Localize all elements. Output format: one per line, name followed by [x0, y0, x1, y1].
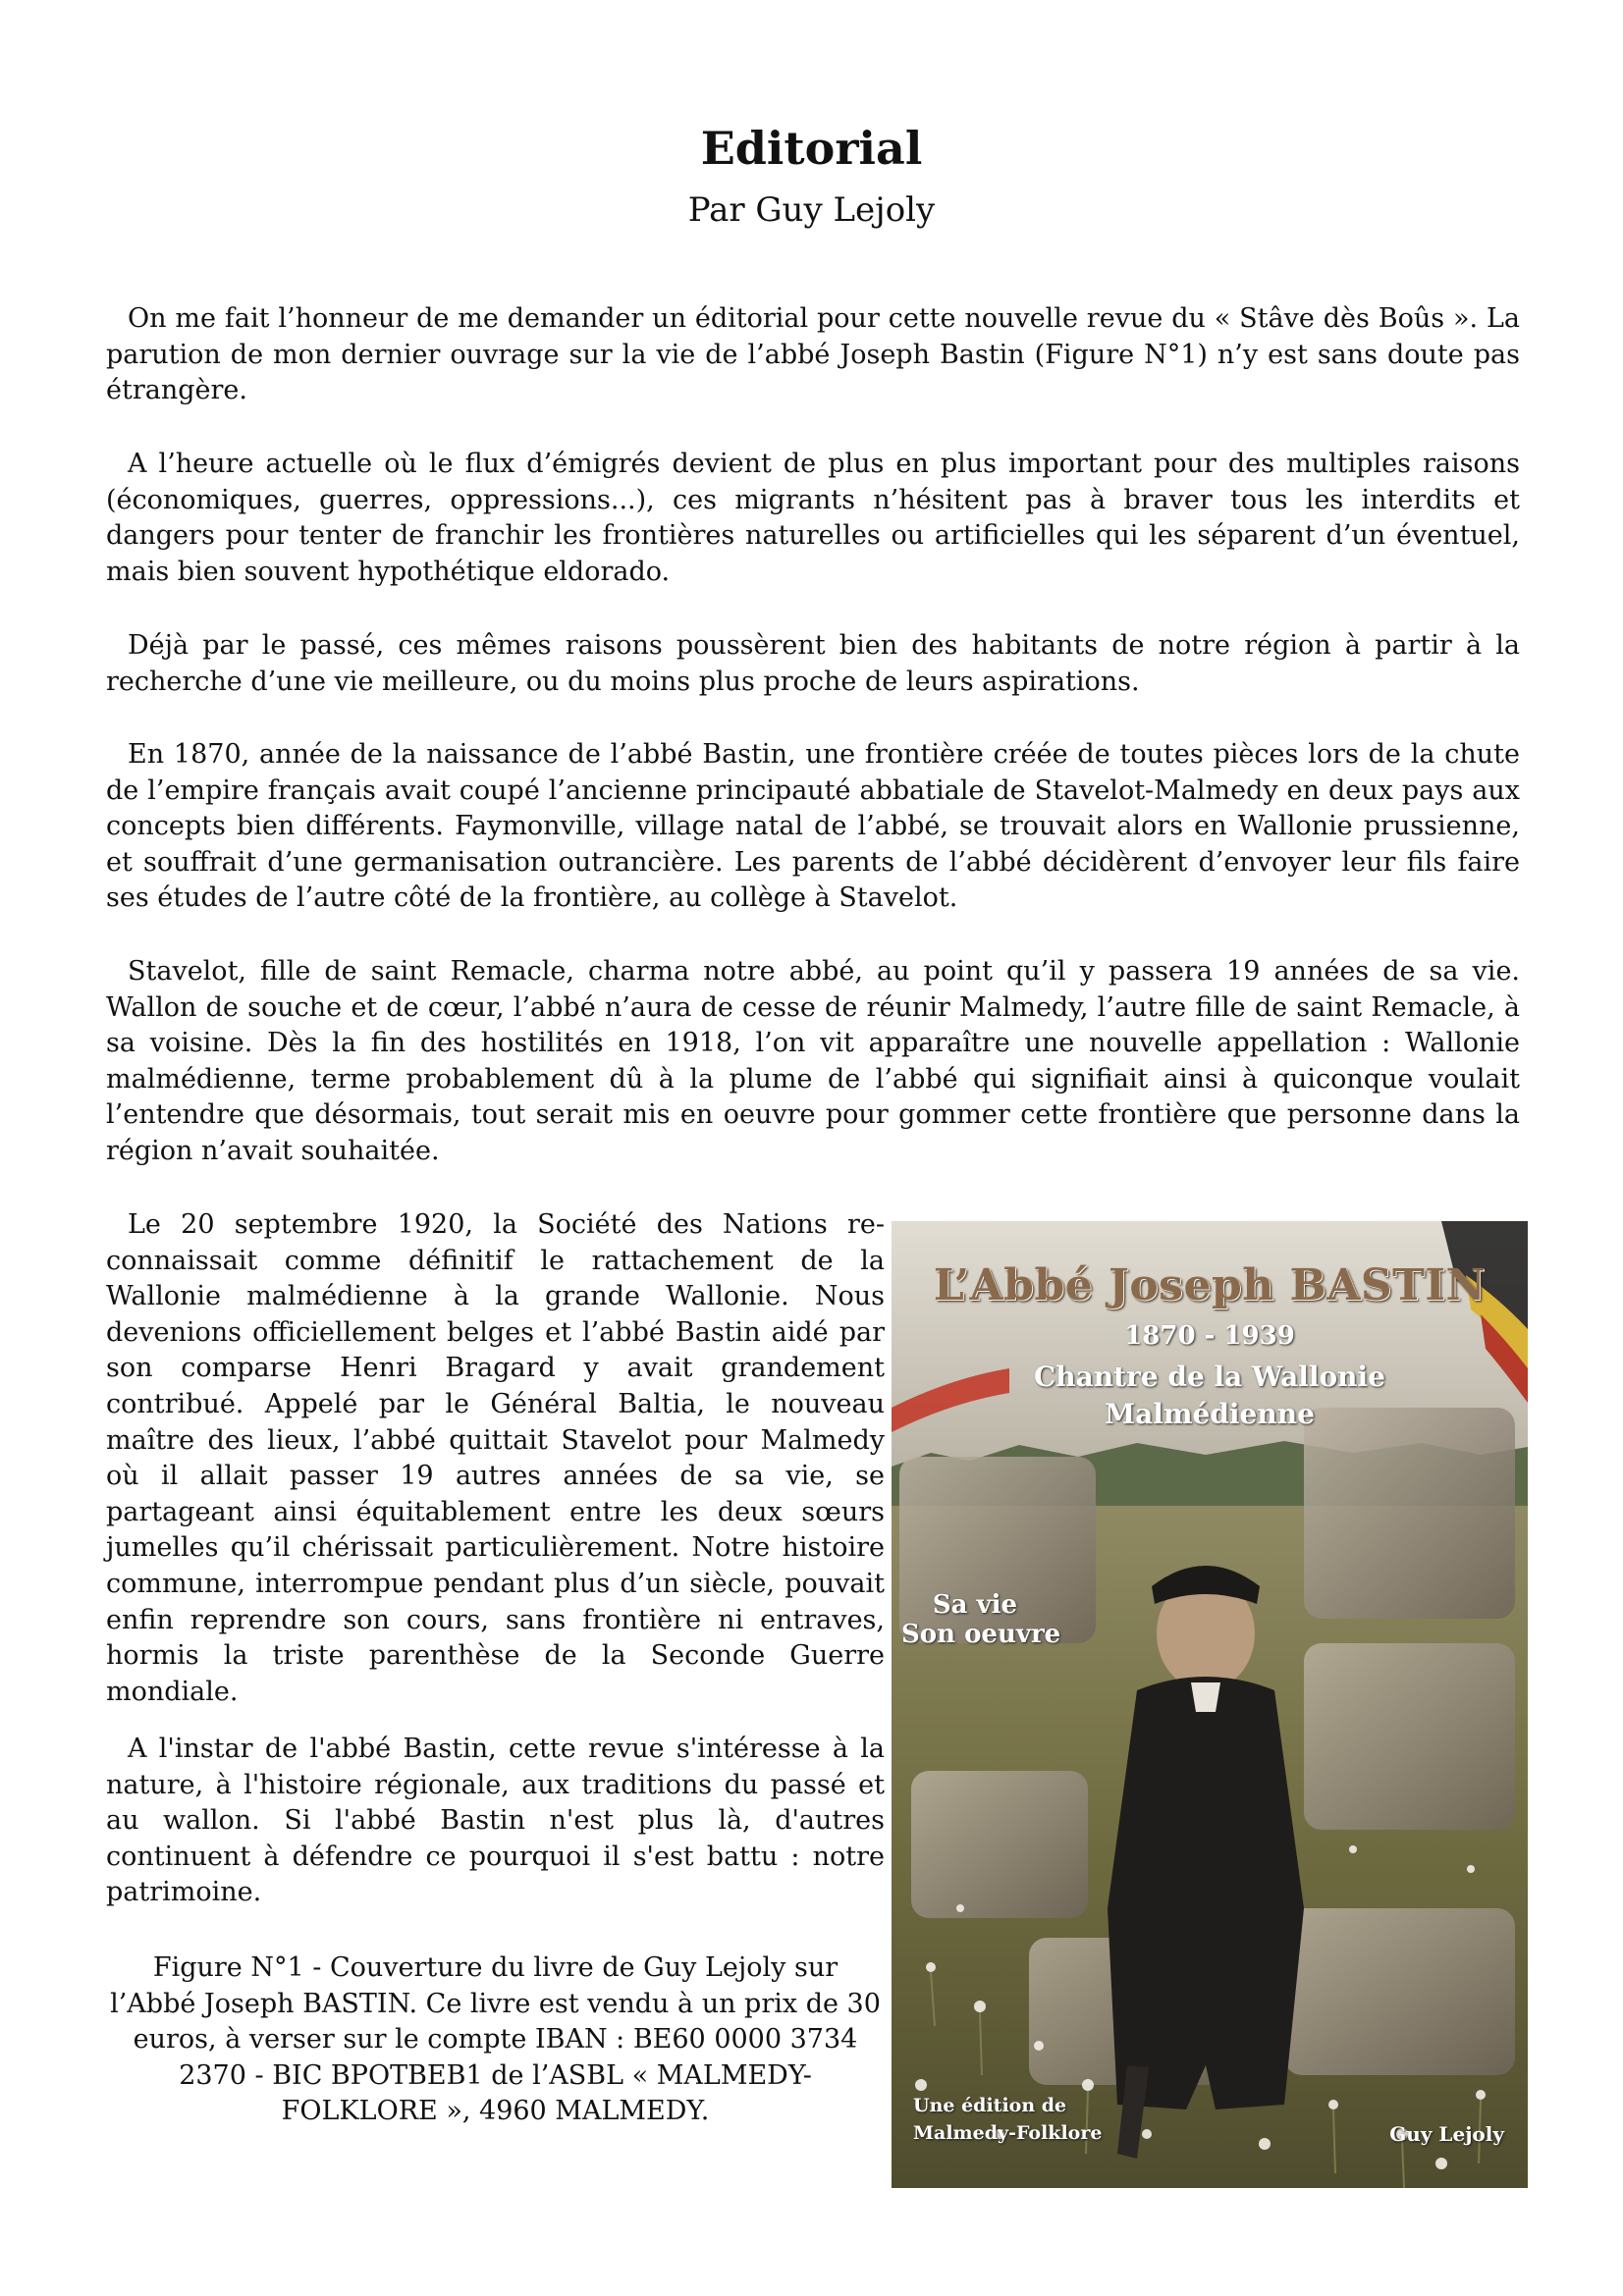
cover-side-line1: Sa vie	[932, 1590, 1018, 1620]
paragraph-migrants: A l’heure actuelle où le flux d’émigrés devient de plus en plus important pour des multiples raisons (économiques, guerres, oppressions...), ces migrants n’hésitent pas à braver tous les interdits et dangers pour tenter de franchir les frontières naturelles ou artificielles qui les séparent d’un éventuel, mais bien souvent hypothétique eldorado.	[106, 449, 1520, 587]
cover-author: Guy Lejoly	[1389, 2122, 1504, 2146]
book-cover-image	[892, 1221, 1528, 2188]
cover-subtitle-line1: Chantre de la Wallonie	[1034, 1361, 1385, 1393]
cover-years: 1870 - 1939	[1124, 1321, 1295, 1351]
figure-caption: Figure N°1 - Couverture du livre de Guy Lejoly sur l’Abbé Joseph BASTIN. Ce livre est vendu à un prix de 30 euros, à verser sur le compte IBAN : BE60 0000 3734 2370 - BIC BPOTBEB1 de l’ASBL « MALMEDY-FOLKLORE », 4960 MALMEDY.	[110, 1952, 881, 2127]
author-byline: Par Guy Lejoly	[687, 190, 936, 230]
cover-subtitle-line2: Malmédienne	[1105, 1398, 1315, 1430]
paragraph-past: Déjà par le passé, ces mêmes raisons poussèrent bien des habitants de notre région à partir à la recherche d’une vie meilleure, ou du moins plus proche de leurs aspirations.	[106, 630, 1520, 697]
cover-edition-line1: Une édition de	[913, 2095, 1067, 2116]
paragraph-1870: En 1870, année de la naissance de l’abbé Bastin, une frontière créée de toutes pièces lors de la chute de l’empire français avait coupé l’ancienne principauté abbatiale de Stavelot-Malmedy en deux pays aux concepts bien différents. Faymonville, village natal de l’abbé, se trouvait alors en Wallonie prussienne, et souffrait d’une germanisation outrancière. Les parents de l’abbé décidèrent d’envoyer leur fils faire ses études de l’autre côté de la frontière, au collège à Stavelot.	[106, 739, 1520, 914]
paragraph-revue: A l'instar de l'abbé Bastin, cette revue s'intéresse à la nature, à l'histoire régionale, aux traditions du passé et au wallon. Si l'abbé Bastin n'est plus là, d'autres continuent à défendre ce pourquoi il s'est battu : notre patrimoine.	[106, 1734, 885, 1908]
paragraph-intro: On me fait l’honneur de me demander un éditorial pour cette nouvelle revue du « Stâve dès Boûs ». La parution de mon dernier ouvrage sur la vie de l’abbé Joseph Bastin (Figure N°1) n’y est sans doute pas étrangère.	[106, 303, 1520, 406]
cover-title: L’Abbé Joseph BASTIN	[933, 1260, 1487, 1310]
cover-edition-line2: Malmedy-Folklore	[913, 2122, 1103, 2144]
cover-side-line2: Son oeuvre	[901, 1620, 1061, 1649]
paragraph-stavelot: Stavelot, fille de saint Remacle, charma notre abbé, au point qu’il y passera 19 années de sa vie. Wallon de souche et de cœur, l’abbé n’aura de cesse de réunir Malmedy, l’autre fille de saint Remacle, à sa voisine. Dès la fin des hostilités en 1918, l’on vit apparaître une nouvelle appellation : Wallonie malmédienne, terme probablement dû à la plume de l’abbé qui signifiait ainsi à quiconque voulait l’entendre que désormais, tout serait mis en oeuvre pour gommer cette frontière que personne dans la région n’avait souhaitée.	[106, 956, 1520, 1166]
page-title: Editorial	[700, 122, 923, 175]
paragraph-1920: Le 20 septembre 1920, la Société des Nations reconnaissait comme définitif le rattachement de la Wallonie malmédienne à la grande Wallonie. Nous devenions officiellement belges et l’abbé Bastin aidé par son comparse Henri Bragard y avait grandement contribué. Appelé par le Général Baltia, le nouveau maître des lieux, l’abbé quittait Stavelot pour Malmedy où il allait passer 19 autres années de sa vie, se partageant ainsi équitablement entre les deux sœurs jumelles qu’il chérissait particulièrement. Notre histoire commune, interrompue pendant plus d’un siècle, pouvait enfin reprendre son cours, sans frontière ni entraves, hormis la triste parenthèse de la Seconde Guerre mondiale.	[106, 1209, 885, 1707]
